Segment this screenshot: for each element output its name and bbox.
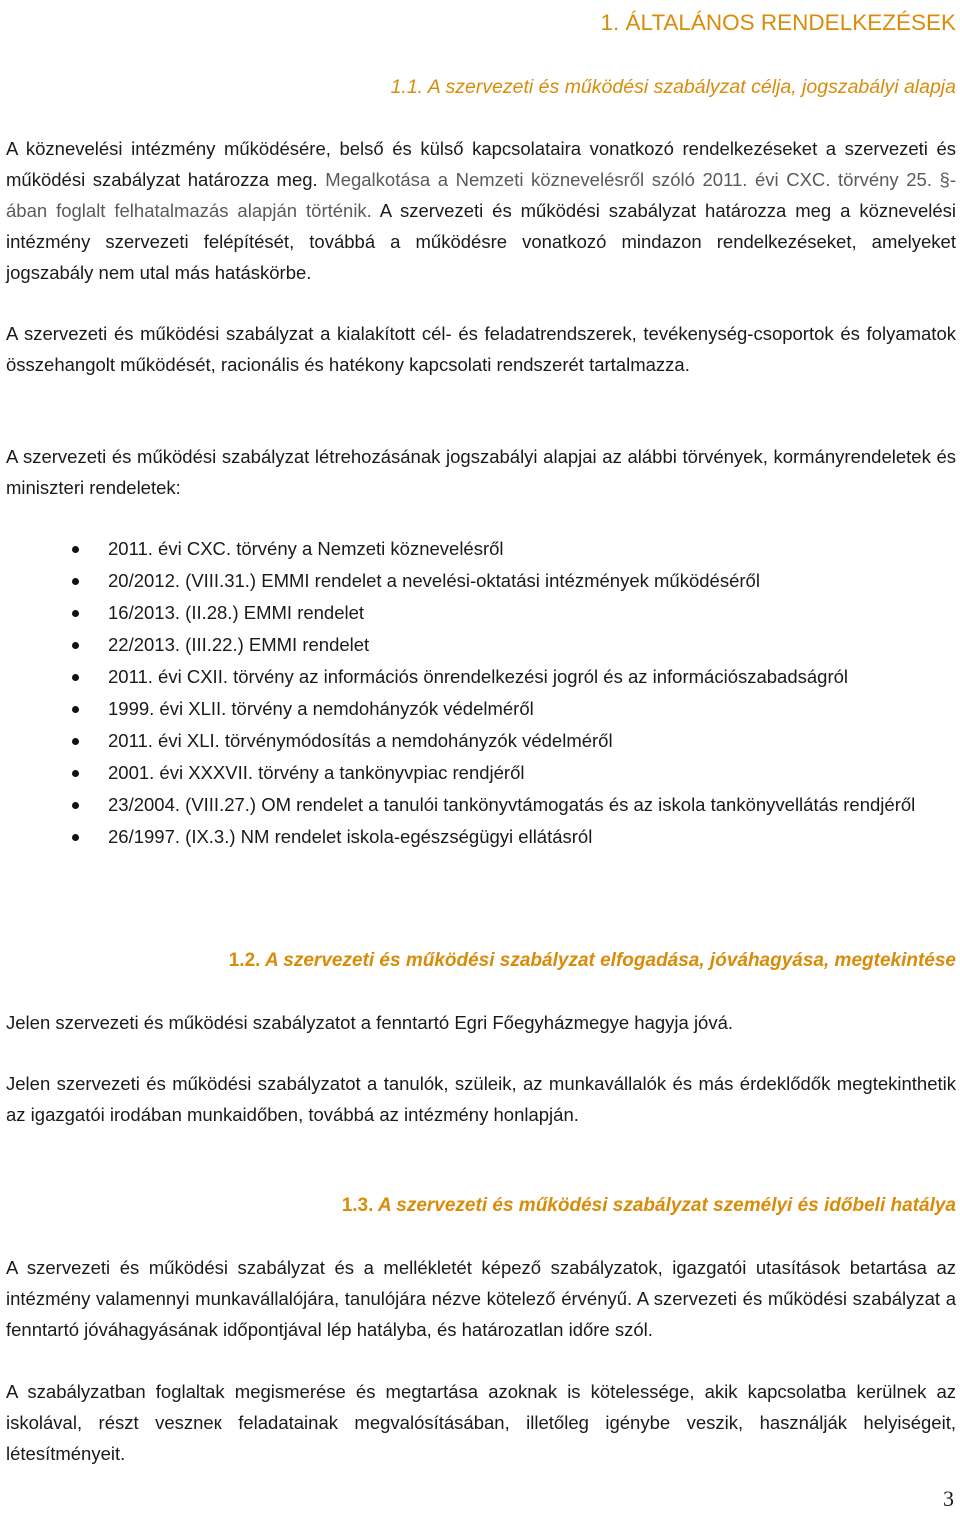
list-item-text: 2011. évi CXII. törvény az információs önrendelkezési jogról és az információszabadságról xyxy=(108,666,849,687)
list-item-text: 20/2012. (VIII.31.) EMMI rendelet a nevelési-oktatási intézmények működéséről xyxy=(108,570,760,591)
section-1-3-heading xyxy=(342,1191,956,1221)
section-1-1-paragraph-2: A szervezeti és működési szabályzat a kialakított cél- és feladatrendszerek, tevékenység-csoportok és folyamatok összehangolt működését, racionális és hatékony kapcsolati rendszerét tartalmazza. xyxy=(6,323,956,375)
list-item-text: 23/2004. (VIII.27.) OM rendelet a tanulói tankönyvtámogatás és az iskola tankönyvellátás rendjéről xyxy=(108,794,916,815)
bullet-icon xyxy=(72,578,79,585)
bullet-icon xyxy=(72,642,79,649)
section-1-3-paragraph-2: A szabályzatban foglaltak megismerése és megtartása azoknak is kötelessége, akik kapcsolatba kerülnek az iskolával, részt veszneк feladatainak megvalósításában, illetőleg igénybe veszik, használják helyiségeit, létesítményeit. xyxy=(6,1381,956,1464)
list-item xyxy=(0,789,956,821)
bullet-icon xyxy=(72,770,79,777)
section-1-1-paragraph-3: A szervezeti és működési szabályzat létrehozásának jogszabályi alapjai az alábbi törvények, kormányrendeletek és miniszteri rendeletek: xyxy=(6,446,956,498)
bullet-icon xyxy=(72,610,79,617)
section-1-1-paragraph-1 xyxy=(6,133,956,288)
list-item-text: 2011. évi CXC. törvény a Nemzeti köznevelésről xyxy=(108,538,504,559)
list-item xyxy=(0,757,956,789)
list-item-text: 1999. évi XLII. törvény a nemdohányzók védelméről xyxy=(108,698,534,719)
list-item xyxy=(0,533,956,565)
section-number: 1.3. xyxy=(341,1195,374,1216)
bullet-icon xyxy=(72,738,79,745)
page-number: 3 xyxy=(943,1486,954,1511)
bullet-icon xyxy=(72,546,79,553)
bullet-icon xyxy=(72,706,79,713)
paragraph-text-gray: Megalkotása a Nemzeti köznevelésről szóló 2011. évi CXC. törvény 25. §-ában foglalt felhatalmazás alapján történik. xyxy=(6,169,957,221)
list-item xyxy=(0,661,956,693)
laws-list xyxy=(0,533,956,853)
list-item xyxy=(0,693,956,725)
section-1-2-paragraph-2: Jelen szervezeti és működési szabályzatot a tanulók, szüleik, az munkavállalók és más érdeklődők megtekinthetik az igazgatói irodában munkaidőben, továbbá az intézmény honlapján. xyxy=(6,1073,956,1125)
list-item-text: 26/1997. (IX.3.) NM rendelet iskola-egészségügyi ellátásról xyxy=(108,826,593,847)
list-item xyxy=(0,597,956,629)
section-title: A szervezeti és működési szabályzat elfogadása, jóváhagyása, megtekintése xyxy=(260,950,956,971)
list-item xyxy=(0,725,956,757)
list-item xyxy=(0,565,956,597)
list-item-text: 22/2013. (III.22.) EMMI rendelet xyxy=(108,634,370,655)
section-number: 1.2. xyxy=(228,950,261,971)
bullet-icon xyxy=(72,674,79,681)
bullet-icon xyxy=(72,834,79,841)
paragraph-text: A szervezeti és működési szabályzat határozza meg a köznevelési intézmény szervezeti felépítését, továbbá a működésre vonatkozó mindazon rendelkezéseket, amelyeket jogszabály nem utal más hatáskörbe. xyxy=(6,200,956,283)
chapter-heading: 1. ÁLTALÁNOS RENDELKEZÉSEK xyxy=(600,10,956,35)
list-item-text: 16/2013. (II.28.) EMMI rendelet xyxy=(108,602,365,623)
section-1-3-paragraph-1: A szervezeti és működési szabályzat és a mellékletét képező szabályzatok, igazgatói utasítások betartása az intézmény valamennyi munkavállalójára, tanulójára nézve kötelező érvényű. A szervezeti és működési szabályzat a fenntartó jóváhagyásának időpontjával lép hatályba, és határozatlan időre szól. xyxy=(6,1257,956,1340)
section-1-1-heading: 1.1. A szervezeti és működési szabályzat célja, jogszabályi alapja xyxy=(390,76,956,98)
list-item-text: 2011. évi XLI. törvénymódosítás a nemdohányzók védelméről xyxy=(108,730,613,751)
list-item xyxy=(0,821,956,853)
list-item xyxy=(0,629,956,661)
paragraph-text: A köznevelési intézmény működésére, belső és külső kapcsolataira vonatkozó rendelkezéseket a szervezeti és működési szabályzat határozza meg. xyxy=(6,138,956,190)
section-1-2-heading xyxy=(229,946,956,976)
section-1-2-paragraph-1: Jelen szervezeti és működési szabályzatot a fenntartó Egri Főegyházmegye hagyja jóvá. xyxy=(6,1012,734,1033)
list-item-text: 2001. évi XXXVII. törvény a tankönyvpiac rendjéről xyxy=(108,762,525,783)
bullet-icon xyxy=(72,802,79,809)
section-title: A szervezeti és működési szabályzat személyi és időbeli hatálya xyxy=(373,1195,956,1216)
